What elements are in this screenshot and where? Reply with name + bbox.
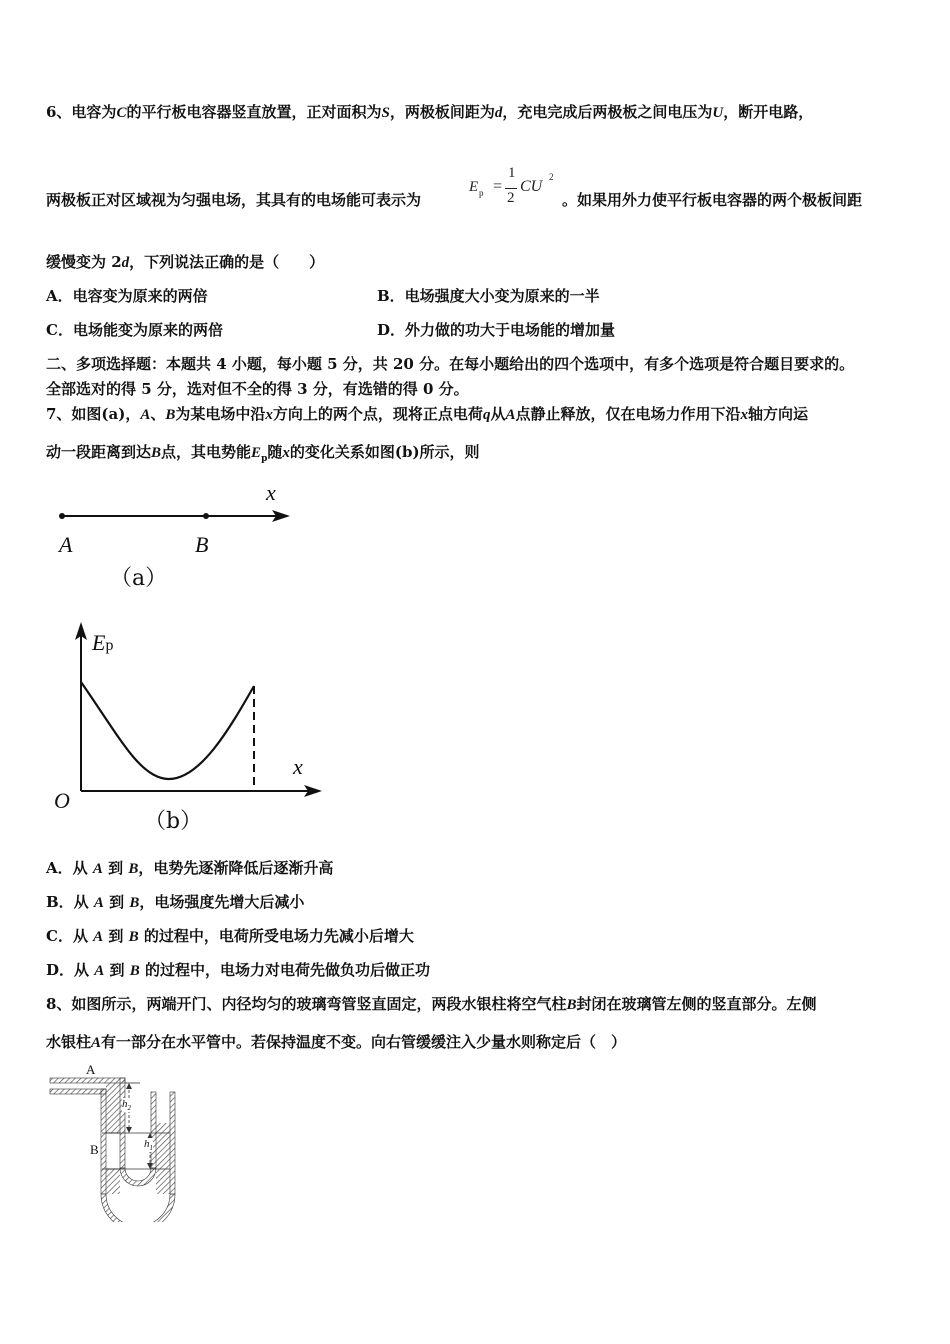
section-2-header-line-1: 二、多项选择题：本题共 4 小题，每小题 5 分，共 20 分。在每小题给出的四个选项中，有多个选项是符合题目要求的。 [46, 355, 855, 373]
mercury-column-lower [106, 1169, 120, 1194]
var-U: U [712, 105, 724, 121]
figure-a-caption: （a） [110, 566, 168, 591]
var-C: C [116, 105, 127, 121]
figure-a-B-label: B [195, 532, 209, 557]
q6-option-b[interactable]: B．电场强度大小变为原来的一半 [377, 287, 600, 305]
figure-a [40, 478, 310, 593]
var-d: d [121, 255, 130, 271]
tube-label-h1: $h_1$ [144, 1138, 153, 1153]
var-d: d [494, 105, 503, 121]
formula-eq: = [493, 178, 503, 195]
q7-option-a[interactable]: A．从 A 到 B，电势先逐渐降低后逐渐升高 [46, 859, 334, 877]
q6-line-3: 缓慢变为 2d，下列说法正确的是（ ） [46, 253, 325, 271]
var-S: S [381, 105, 390, 121]
formula-fraction-bar [505, 188, 517, 189]
q8-line-1: 8、如图所示，两端开门、内径均匀的玻璃弯管竖直固定，两段水银柱将空气柱B封闭在玻璃管左侧的竖直部分。左侧 [46, 995, 817, 1013]
formula-num: 1 [508, 165, 516, 181]
figure-a-x-label: x [266, 480, 276, 505]
q7-line-2: 动一段距离到达B点，其电势能$E_p$随x的变化关系如图(b)所示，则 [46, 443, 480, 464]
tube-label-A: A [86, 1062, 96, 1077]
point-A [59, 513, 65, 519]
formula-CU: CU [520, 178, 543, 195]
figure-b-x-label: x [293, 754, 303, 779]
mercury-column-A [106, 1083, 120, 1133]
section-2-header-line-2: 全部选对的得 5 分，选对但不全的得 3 分，有选错的得 0 分。 [46, 380, 469, 398]
q6-option-c[interactable]: C．电场能变为原来的两倍 [46, 321, 223, 339]
figure-b [50, 618, 340, 838]
point-B [203, 513, 209, 519]
figure-b-ep-label: Ep [92, 630, 114, 655]
tube-label-h2: $h_2$ [122, 1098, 131, 1113]
q6-line-2a: 两极板正对区域视为匀强电场，其具有的电场能可表示为 [46, 191, 422, 209]
q8-line-2: 水银柱A有一部分在水平管中。若保持温度不变。向右管缓缓注入少量水则称定后（ ） [46, 1033, 627, 1051]
tube-drawing [40, 1062, 200, 1222]
figure-b-origin-label: O [54, 788, 70, 813]
figure-a-A-label: A [59, 532, 73, 557]
tube-label-B: B [90, 1142, 99, 1157]
q6-line-1: 6、电容为C的平行板电容器竖直放置，正对面积为S，两极板间距为d，充电完成后两极板之间电压为U，断开电路， [46, 103, 814, 121]
energy-formula [467, 165, 562, 216]
formula-den: 2 [507, 190, 515, 206]
formula-E: E [469, 179, 479, 195]
ep-curve [81, 682, 254, 779]
q7-option-d[interactable]: D．从 A 到 B 的过程中，电场力对电荷先做负功后做正功 [46, 961, 430, 979]
q6-line-2b: 。如果用外力使平行板电容器的两个极板间距 [562, 191, 863, 209]
q7-option-b[interactable]: B．从 A 到 B，电场强度先增大后减小 [46, 893, 305, 911]
q7-option-c[interactable]: C．从 A 到 B 的过程中，电荷所受电场力先减小后增大 [46, 927, 414, 945]
q6-option-d[interactable]: D．外力做的功大于电场能的增加量 [377, 321, 616, 339]
figure-tube [40, 1062, 200, 1222]
formula-square: 2 [549, 172, 554, 182]
figure-b-caption: （b） [144, 809, 203, 834]
q7-line-1: 7、如图(a)，A、B为某电场中沿x方向上的两个点，现将正点电荷q从A点静止释放，仅在电场力作用下沿x轴方向运 [46, 405, 808, 423]
formula-p: p [479, 188, 484, 198]
q6-option-a[interactable]: A．电容变为原来的两倍 [46, 287, 208, 305]
